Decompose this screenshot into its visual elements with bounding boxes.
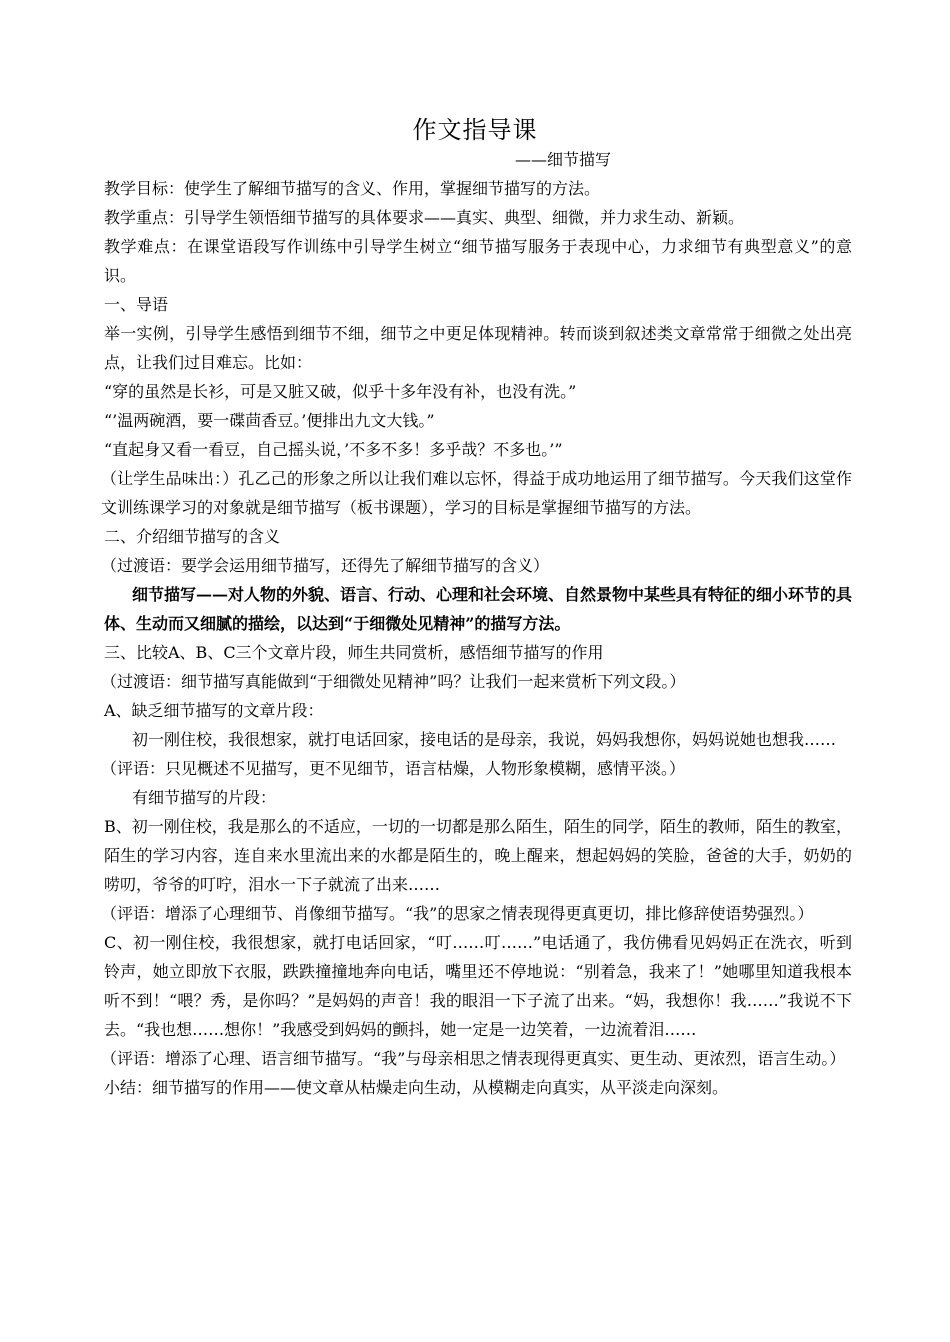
fragment-a-label: A、缺乏细节描写的文章片段： [104, 701, 324, 720]
page-title: 作文指导课 [412, 116, 538, 144]
fragment-c-comment: （评语：增添了心理、语言细节描写。“我”与母亲相思之情表现得更真实、更生动、更浓烈，语言生动。） [101, 1049, 846, 1068]
fragment-b-comment: （评语：增添了心理细节、肖像细节描写。“我”的思家之情表现得更真更切，排比修辞使语势强烈。） [101, 904, 814, 923]
lesson-summary: 小结：细节描写的作用——使文章从枯燥走向生动，从模糊走向真实，从平淡走向深刻。 [104, 1078, 729, 1097]
fragment-b-text: B、初一刚住校，我是那么的不适应，一切的一切都是那么陌生，陌生的同学，陌生的教师，陌生的教室，陌生的学习内容，连自来水里流出来的水都是陌生的，晚上醒来，想起妈妈的笑脸，爸爸的大手，奶奶的唠叨，爷爷的叮咛，泪水一下子就流了出来…… [104, 817, 852, 894]
quote-2: “’温两碗酒，要一碟茴香豆。’便排出九文大钱。” [104, 411, 435, 430]
teaching-goal: 教学目标：使学生了解细节描写的含义、作用，掌握细节描写的方法。 [104, 179, 601, 198]
fragment-c-text: C、初一刚住校，我很想家，就打电话回家，“叮……叮……”电话通了，我仿佛看见妈妈正在洗衣，听到铃声，她立即放下衣服，跌跌撞撞地奔向电话，嘴里还不停地说：“别着急，我来了！”她哪里知道我根本听不到！“喂？秀，是你吗？”是妈妈的声音！我的眼泪一下子流了出来。“妈，我想你！我……”我说不下去。“我也想……想你！”我感受到妈妈的颤抖，她一定是一边笑着，一边流着泪…… [104, 933, 852, 1039]
section-1-summary: （让学生品味出：）孔乙己的形象之所以让我们难以忘怀，得益于成功地运用了细节描写。今天我们这堂作文训练课学习的对象就是细节描写（板书课题），学习的目标是掌握细节描写的方法。 [101, 469, 852, 517]
page-subtitle: ——细节描写 [515, 150, 612, 169]
quote-3: “直起身又看一看豆，自己摇头说，’不多不多！多乎哉？不多也。’” [104, 440, 563, 459]
section-3-heading: 三、比较A、B、C三个文章片段，师生共同赏析，感悟细节描写的作用 [104, 643, 604, 662]
teaching-focus: 教学重点：引导学生领悟细节描写的具体要求——真实、典型、细微，并力求生动、新颖。 [104, 208, 745, 227]
section-1-intro: 举一实例，引导学生感悟到细节不细，细节之中更足体现精神。转而谈到叙述类文章常常于细微之处出亮点，让我们过目难忘。比如： [104, 324, 852, 372]
teaching-difficulty: 教学难点：在课堂语段写作训练中引导学生树立“细节描写服务于表现中心，力求细节有典型意义”的意识。 [104, 237, 852, 285]
section-2-heading: 二、介绍细节描写的含义 [104, 527, 281, 546]
section-2-definition: 细节描写——对人物的外貌、语言、行动、心理和社会环境、自然景物中某些具有特征的细小环节的具体、生动而又细腻的描绘，以达到“于细微处见精神”的描写方法。 [104, 585, 853, 633]
section-3-transition: （过渡语：细节描写真能做到“于细微处见精神”吗？让我们一起来赏析下列文段。） [101, 672, 686, 691]
fragment-a-text: 初一刚住校，我很想家，就打电话回家，接电话的是母亲，我说，妈妈我想你，妈妈说她也想我…… [132, 730, 837, 749]
fragment-a-comment: （评语：只见概述不见描写，更不见细节，语言枯燥，人物形象模糊，感情平淡。） [101, 759, 686, 778]
document-body [101, 174, 853, 1102]
detail-fragments-label: 有细节描写的片段： [132, 788, 277, 807]
section-2-transition: （过渡语：要学会运用细节描写，还得先了解细节描写的含义） [101, 556, 550, 575]
section-1-heading: 一、导语 [104, 295, 169, 314]
quote-1: “穿的虽然是长衫，可是又脏又破，似乎十多年没有补，也没有洗。” [104, 382, 577, 401]
